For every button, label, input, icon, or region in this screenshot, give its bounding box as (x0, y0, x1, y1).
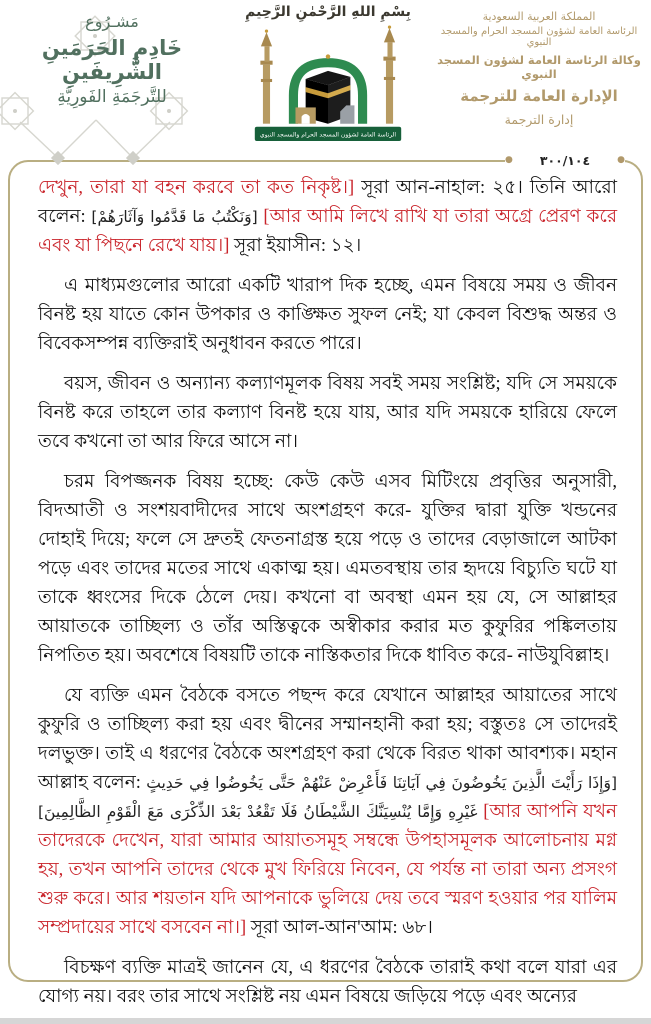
text-segment: চরম বিপজ্জনক বিষয় হচ্ছে: কেউ কেউ এসব মিটিংয়ে প্রবৃত্তির অনুসারী, বিদআতী ও সংশয়বাদীদের সাথে অংশগ্রহণ করে- যুক্তির দ্বারা যুক্তি খন্ডনের দোহাই দিয়ে; ফলে সে দ্রুতই ফেতনাগ্রস্ত হয়ে পড়ে ও তাদের বেড়াজালে আটকা পড়ে এবং তাদের মতের সাথে একাত্ম হয়। এমতবস্থায় তার হৃদয়ে বিচ্যুতি ঘটে যা তাকে ধ্বংসের দিকে ঠেলে দেয়। কখনো বা অবস্থা এমন হয় যে, সে আল্লাহর আয়াতকে তাচ্ছিল্য ও তাঁর অস্তিত্বকে অস্বীকার করার মত কুফুরির পঙ্কিলতায় নিপতিত হয়। অবশেষে বিষয়টি তাকে নাস্তিকতার দিকে ধাবিত করে- নাউযুবিল্লাহ। (38, 472, 617, 666)
text-segment: সূরা আন-নাহাল: ২৫। তিনি আরো বলেন: (38, 178, 617, 227)
translation-red-segment: [আর আমি লিখে রাখি যা তারা অগ্রে প্রেরণ করে এবং যা পিছনে রেখে যায়।] (38, 207, 617, 256)
org-translation-dept-line: إدارة الترجمة (504, 112, 574, 127)
paragraph (38, 954, 617, 1012)
logo-banner (255, 127, 401, 141)
project-title-line3: للتَّرجَمَةِ الفَورِيَّةِ (57, 87, 167, 108)
text-segment: সূরা ইয়াসীন: ১২। (229, 236, 362, 256)
left-minaret-icon (260, 30, 272, 124)
quran-arabic-segment: [وَإِذَا رَأَيْتَ الَّذِينَ يَخُوضُونَ فِي آيَاتِنَا فَأَعْرِضْ عَنْهُمْ حَتَّى يَخُوضُوا فِي حَدِيثٍ غَيْرِهِ وَإِمَّا يُنْسِيَنَّكَ الشَّيْطَانُ فَلَا تَقْعُدْ بَعْدَ الذِّكْرَى مَعَ الْقَوْمِ الظَّالِمِينَ] (38, 774, 617, 821)
bismillah-text: بِسْمِ اللهِ الرَّحْمٰنِ الرَّحِيمِ (245, 4, 411, 20)
text-segment: যে ব্যক্তি এমন বৈঠকে বসতে পছন্দ করে যেখানে আল্লাহর আয়াতের সাথে কুফুরি ও তাচ্ছিল্য করা হয় এবং দ্বীনের সম্মানহানী করা হয়; বস্তুতঃ সে তাদেরই দলভুক্ত। তাই এ ধরণের বৈঠকে অংশগ্রহণ করা থেকে বিরত থাকা আবশ্যক। মহান আল্লাহ বলেন: (38, 686, 617, 793)
org-agency-line: وكالة الرئاسة العامة لشؤون المسجد النبوي (437, 53, 641, 81)
letterhead (0, 0, 651, 160)
bottom-scroll-band (0, 1018, 651, 1024)
text-segment: বয়স, জীবন ও অন্যান্য কল্যাণমূলক বিষয় সবই সময় সংশ্লিষ্ট; যদি সে সময়কে বিনষ্ট করে তাহলে তার কল্যাণ বিনষ্ট হয়ে যায়, আর যদি সময়কে হারিয়ে ফেলে তবে কখনো তা আর ফিরে আসে না। (38, 374, 617, 452)
text-segment: সূরা আল-আন'আম: ৬৮। (246, 918, 433, 938)
logo-banner-text: الرئاسة العامة لشؤون المسجد الحرام والمسجد النبوي (259, 132, 397, 139)
paragraph (38, 370, 617, 457)
gold-dot-icon: ● (617, 155, 625, 165)
paragraph (38, 682, 617, 943)
translation-red-segment: দেখুন, তারা যা বহন করবে তা কত নিকৃষ্ট।] (38, 178, 355, 198)
org-presidency-line: الرئاسة العامة لشؤون المسجد الحرام والمسجد النبوي (440, 26, 638, 48)
project-title-line1: مَشـرُوع (85, 12, 139, 31)
center-emblem (238, 4, 418, 147)
org-general-admin-line: الإدارة العامة للترجمة (460, 87, 618, 105)
project-title-calligraphy (6, 6, 218, 107)
paragraph (38, 468, 617, 671)
organization-block (429, 10, 649, 127)
paragraph (38, 174, 617, 261)
translation-red-segment: [আর আপনি যখন তাদেরকে দেখেন, যারা আমার আয়াতসমূহ সম্বন্ধে উপহাসমূলক আলোচনায় মগ্ন হয়, তখন আপনি তাদের থেকে মুখ ফিরিয়ে নিবেন, যে পর্যন্ত না তারা অন্য প্রসংগ শুরু করে। আর শয়তান যদি আপনাকে ভুলিয়ে দেয় তবে স্মরণ হওয়ার পর যালিম সম্প্রদায়ের সাথে বসবেন না।] (38, 802, 617, 938)
quran-arabic-segment: [وَنَكْتُبُ مَا قَدَّمُوا وَآثَارَهُمْ] (91, 208, 258, 226)
document-body (38, 174, 617, 1023)
text-segment: এ মাধ্যমগুলোর আরো একটি খারাপ দিক হচ্ছে, এমন বিষয়ে সময় ও জীবন বিনষ্ট হয় যাতে কোন উপকার ও কাঙ্ক্ষিত সুফল নেই; যা কেবল বিশুদ্ধ অন্তর ও বিবেকসম্পন্ন ব্যক্তিরাই অনুধাবন করতে পারে। (38, 276, 617, 354)
org-country-line: المملكة العربية السعودية (482, 10, 596, 23)
text-segment: বিচক্ষণ ব্যক্তি মাত্রই জানেন যে, এ ধরণের বৈঠকে তারাই কথা বলে যারা এর যোগ্য নয়। বরং তার সাথে সংশ্লিষ্ট নয় এমন বিষয়ে জড়িয়ে পড়ে এবং অন্যের (38, 958, 617, 1007)
reference-number: ٣٠٠/١٠٤ (539, 153, 591, 168)
right-minaret-icon (383, 25, 395, 123)
paragraph (38, 272, 617, 359)
project-title-line2: خَادِمِ الحَرَمَينِ الشَّرِيفَينِ (41, 36, 183, 85)
gold-dot-icon: ● (505, 155, 513, 165)
reference-number-patch (505, 151, 625, 170)
presidency-logo (246, 20, 410, 142)
